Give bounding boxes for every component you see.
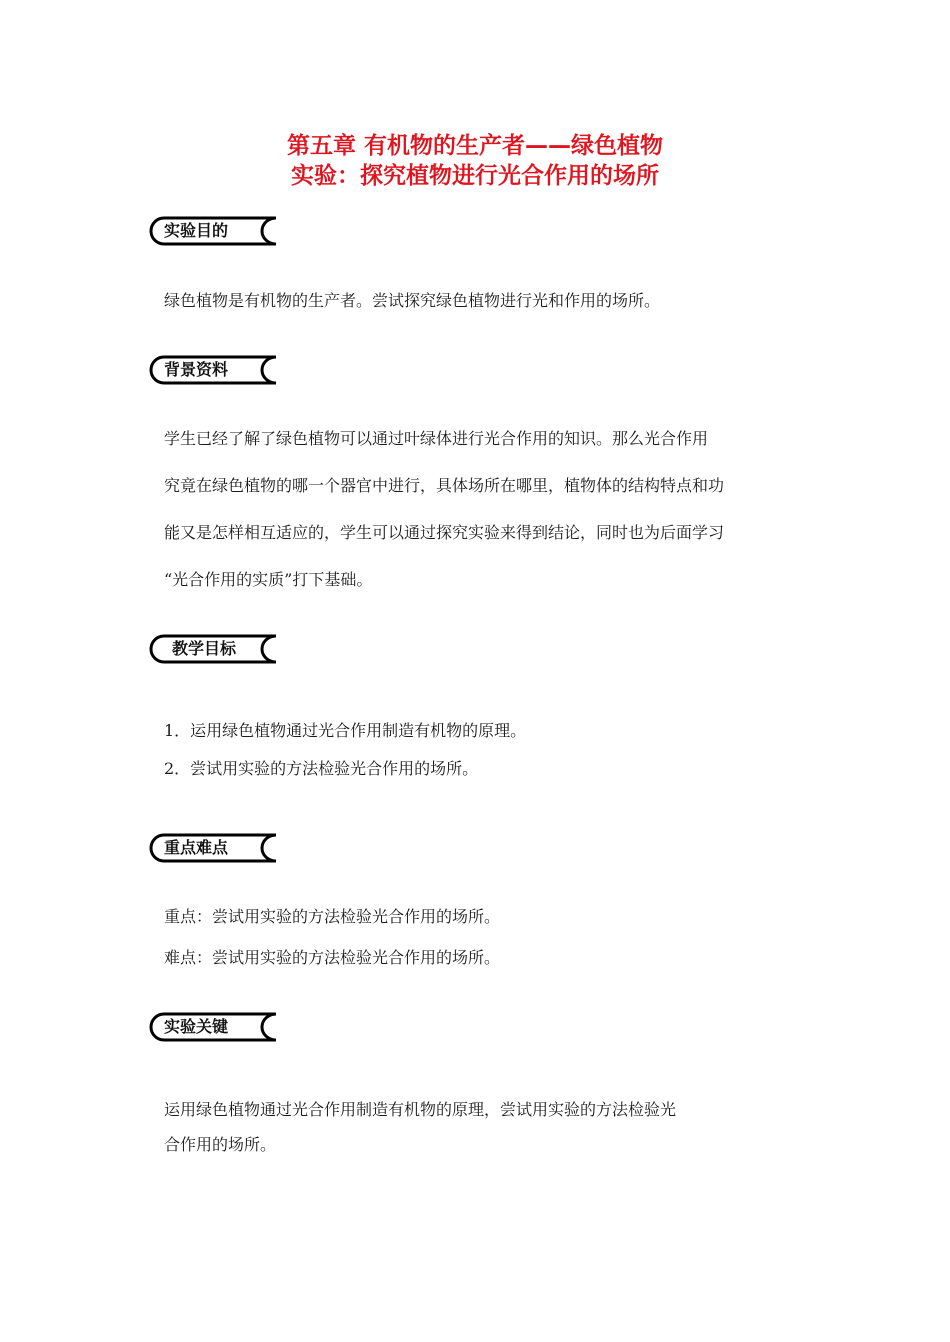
section-heading-label: 背景资料 — [164, 360, 229, 379]
purpose-text: 绿色植物是有机物的生产者。尝试探究绿色植物进行光和作用的场所。 — [164, 291, 661, 310]
section-heading-keypoints — [148, 833, 280, 863]
section-heading-label: 重点难点 — [164, 838, 229, 857]
difficulty-item: 难点：尝试用实验的方法检验光合作用的场所。 — [164, 948, 501, 967]
section-heading-label: 教学目标 — [172, 639, 237, 658]
background-line: 能又是怎样相互适应的，学生可以通过探究实验来得到结论，同时也为后面学习 — [164, 523, 725, 542]
key-line: 运用绿色植物通过光合作用制造有机物的原理，尝试用实验的方法检验光 — [164, 1100, 677, 1119]
page-title: 第五章 有机物的生产者——绿色植物 — [286, 133, 663, 159]
section-heading-key — [148, 1012, 280, 1042]
section-heading-purpose — [148, 216, 280, 246]
keypoint-item: 重点：尝试用实验的方法检验光合作用的场所。 — [164, 907, 501, 926]
section-heading-label: 实验关键 — [164, 1017, 229, 1036]
section-heading-background — [148, 355, 280, 385]
section-heading-label: 实验目的 — [164, 221, 229, 240]
goal-item: 1．运用绿色植物通过光合作用制造有机物的原理。 — [164, 721, 527, 740]
background-line: 学生已经了解了绿色植物可以通过叶绿体进行光合作用的知识。那么光合作用 — [164, 429, 709, 448]
key-line: 合作用的场所。 — [164, 1135, 277, 1154]
section-heading-goals — [148, 634, 280, 664]
goal-item: 2．尝试用实验的方法检验光合作用的场所。 — [164, 759, 479, 778]
background-line: 究竟在绿色植物的哪一个器官中进行，具体场所在哪里，植物体的结构特点和功 — [164, 476, 725, 495]
background-line: “光合作用的实质”打下基础。 — [164, 570, 373, 589]
background-paragraph — [164, 415, 844, 603]
page-subtitle: 实验：探究植物进行光合作用的场所 — [291, 163, 659, 189]
